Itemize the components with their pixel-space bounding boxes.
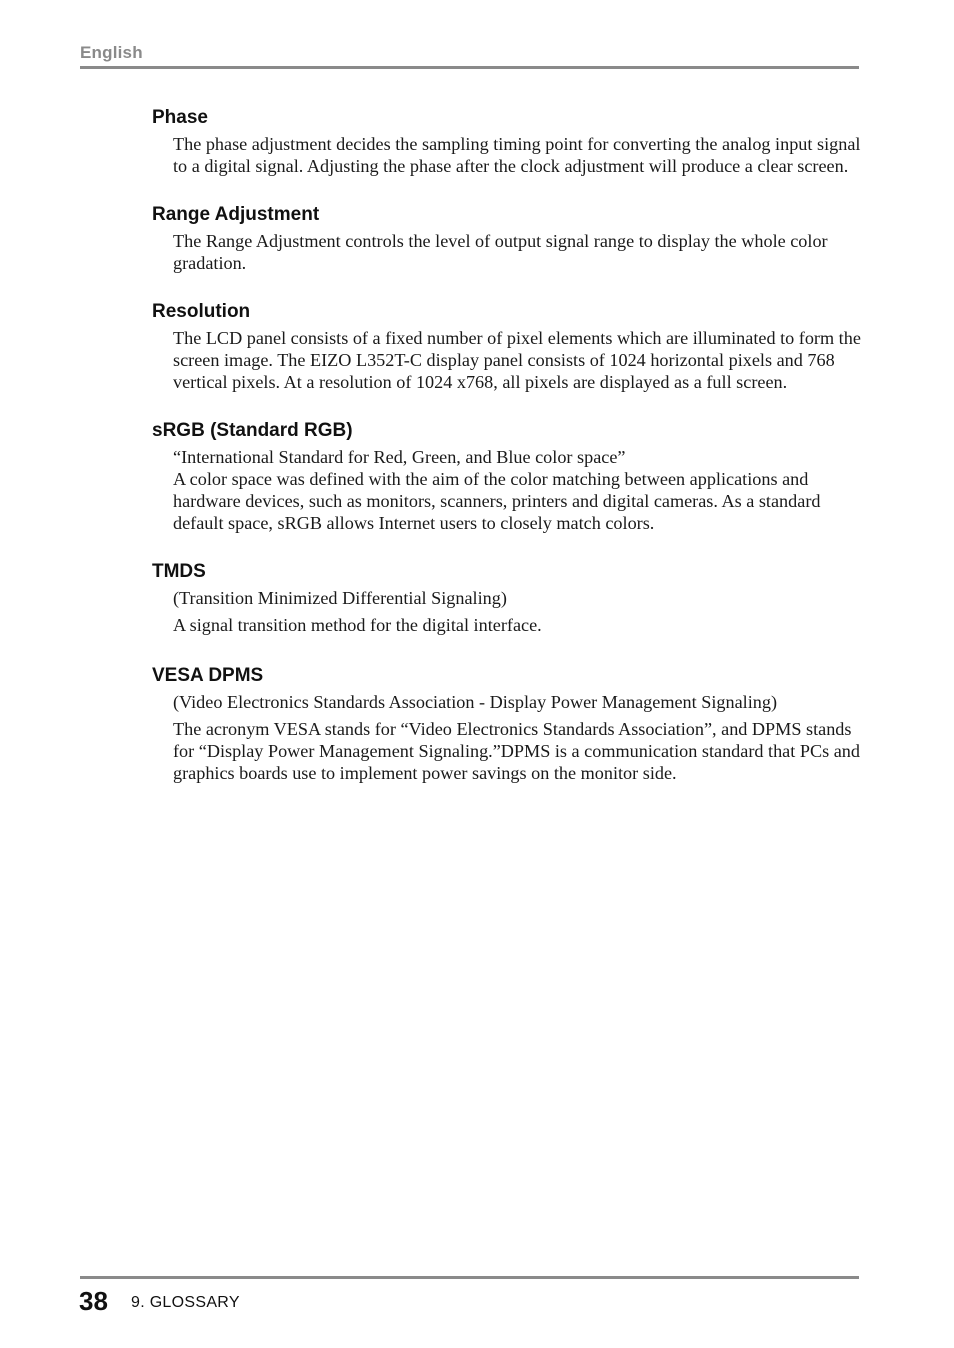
term-heading: VESA DPMS bbox=[152, 665, 264, 686]
term-definition: A signal transition method for the digital interface. bbox=[173, 615, 542, 635]
glossary-entry-tmds bbox=[152, 560, 862, 636]
glossary-entry-srgb bbox=[152, 419, 862, 534]
term-definition: The LCD panel consists of a fixed number of pixel elements which are illuminated to form the screen image. The EIZO L352T-C display panel consists of 1024 horizontal pixels and 768 vertical pixels. At a resolution of 1024 x768, all pixels are displayed as a full screen. bbox=[173, 328, 861, 392]
term-expansion: “International Standard for Red, Green, and Blue color space” bbox=[173, 447, 626, 467]
term-heading: sRGB (Standard RGB) bbox=[152, 420, 353, 441]
glossary-content bbox=[152, 106, 862, 784]
term-definition: The Range Adjustment controls the level of output signal range to display the whole color gradation. bbox=[173, 231, 828, 273]
term-heading: Phase bbox=[152, 107, 208, 128]
term-definition: The acronym VESA stands for “Video Electronics Standards Association”, and DPMS stands for “Display Power Management Signaling.”DPMS is a communication standard that PCs and graphics boards use to implement power savings on the monitor side. bbox=[173, 719, 860, 783]
header-divider bbox=[80, 66, 859, 69]
page-number: 38 bbox=[79, 1286, 108, 1316]
glossary-entry-vesa-dpms bbox=[152, 664, 862, 784]
glossary-entry-phase bbox=[152, 106, 862, 177]
term-expansion: (Video Electronics Standards Association - Display Power Management Signaling) bbox=[173, 692, 778, 712]
term-definition: A color space was defined with the aim of the color matching between applications and hardware devices, such as monitors, scanners, printers and digital cameras. As a standard default space, sRGB allows Internet users to closely match colors. bbox=[173, 469, 821, 533]
chapter-label: 9. GLOSSARY bbox=[131, 1294, 240, 1311]
term-heading: Resolution bbox=[152, 301, 251, 322]
glossary-entry-range-adjustment bbox=[152, 203, 862, 274]
term-heading: Range Adjustment bbox=[152, 204, 320, 225]
term-expansion: (Transition Minimized Differential Signaling) bbox=[173, 588, 507, 608]
footer-divider bbox=[80, 1276, 859, 1279]
term-heading: TMDS bbox=[152, 561, 206, 582]
language-label: English bbox=[80, 43, 143, 62]
term-definition: The phase adjustment decides the sampling timing point for converting the analog input signal to a digital signal. Adjusting the phase after the clock adjustment will produce a clear screen. bbox=[173, 134, 861, 176]
glossary-entry-resolution bbox=[152, 300, 862, 393]
